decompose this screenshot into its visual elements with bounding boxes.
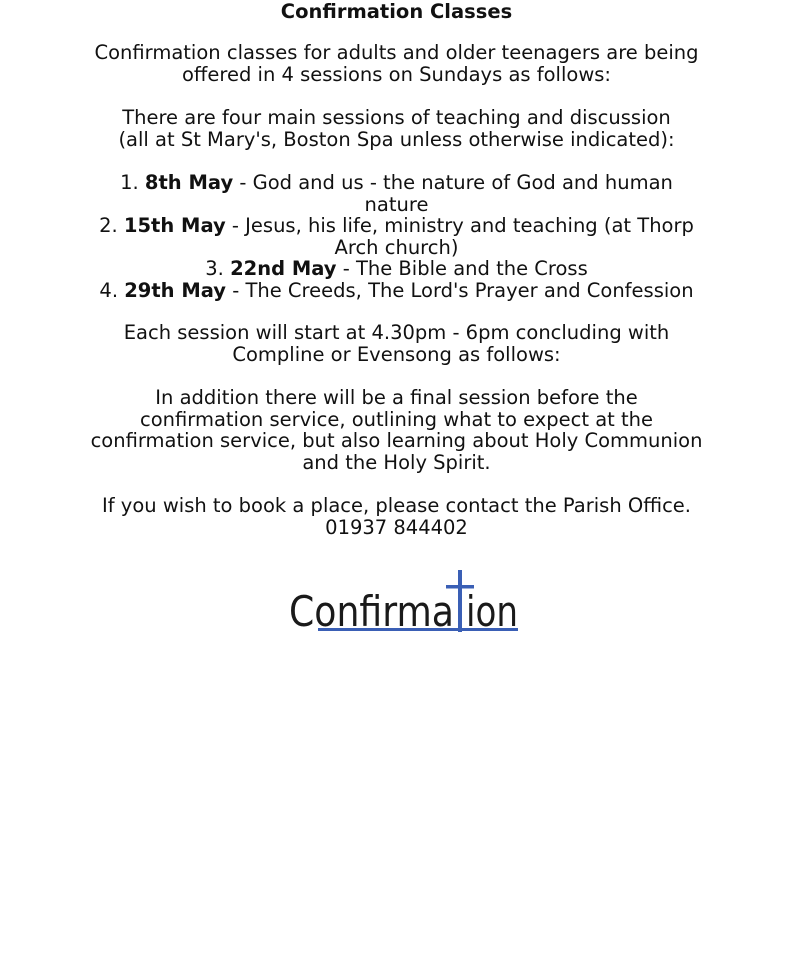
- session-item-1-continued: nature: [364, 192, 429, 216]
- session-item-1: [0, 172, 793, 194]
- session-number: 1.: [120, 171, 139, 194]
- confirmation-logo: [285, 566, 525, 644]
- session-item-4: [0, 280, 793, 302]
- logo-text-part-2: ion: [466, 587, 518, 636]
- intro-line-2: offered in 4 sessions on Sundays as follows:: [182, 62, 611, 86]
- intro-line-1: Confirmation classes for adults and older teenagers are being: [94, 41, 699, 64]
- session-date: 15th May: [123, 214, 226, 237]
- sessions-intro-paragraph: [0, 107, 793, 150]
- final-session-line-1: In addition there will be a final session before the: [155, 386, 638, 409]
- session-item-2: [0, 215, 793, 237]
- times-line-1: Each session will start at 4.30pm - 6pm concluding with: [123, 321, 670, 344]
- final-session-line-2: confirmation service, outlining what to expect at the: [140, 407, 653, 431]
- page-title: Confirmation Classes: [280, 0, 513, 23]
- session-description: - The Creeds, The Lord's Prayer and Confession: [226, 278, 694, 302]
- final-session-line-4: and the Holy Spirit.: [302, 450, 491, 474]
- session-number: 2.: [99, 214, 118, 237]
- session-description: - The Bible and the Cross: [336, 257, 588, 280]
- times-line-2: Compline or Evensong as follows:: [232, 342, 561, 366]
- session-number: 4.: [99, 278, 119, 302]
- session-date: 29th May: [124, 278, 227, 302]
- contact-phone: 01937 844402: [325, 515, 468, 539]
- sessions-intro-line-2: (all at St Mary's, Boston Spa unless otherwise indicated):: [118, 127, 675, 151]
- cross-icon-vertical: [458, 570, 462, 632]
- contact-paragraph: [0, 495, 793, 538]
- logo-text-part-1: Confirma: [289, 587, 454, 636]
- session-date: 22nd May: [230, 257, 337, 280]
- sessions-intro-line-1: There are four main sessions of teaching and discussion: [122, 106, 671, 129]
- session-item-2-continued: Arch church): [334, 235, 459, 259]
- times-paragraph: [0, 322, 793, 365]
- contact-line: If you wish to book a place, please contact the Parish Office.: [101, 494, 691, 517]
- session-description: - God and us - the nature of God and human: [233, 171, 673, 194]
- session-item-3: [0, 258, 793, 280]
- session-description: - Jesus, his life, ministry and teaching (at Thorp: [225, 214, 694, 237]
- final-session-paragraph: [0, 387, 793, 473]
- sessions-list: [0, 172, 793, 301]
- intro-paragraph: [0, 42, 793, 85]
- session-date: 8th May: [144, 171, 234, 194]
- session-number: 3.: [205, 257, 224, 280]
- confirmation-logo-graphic: [285, 566, 525, 644]
- final-session-line-3: confirmation service, but also learning about Holy Communion: [90, 429, 703, 452]
